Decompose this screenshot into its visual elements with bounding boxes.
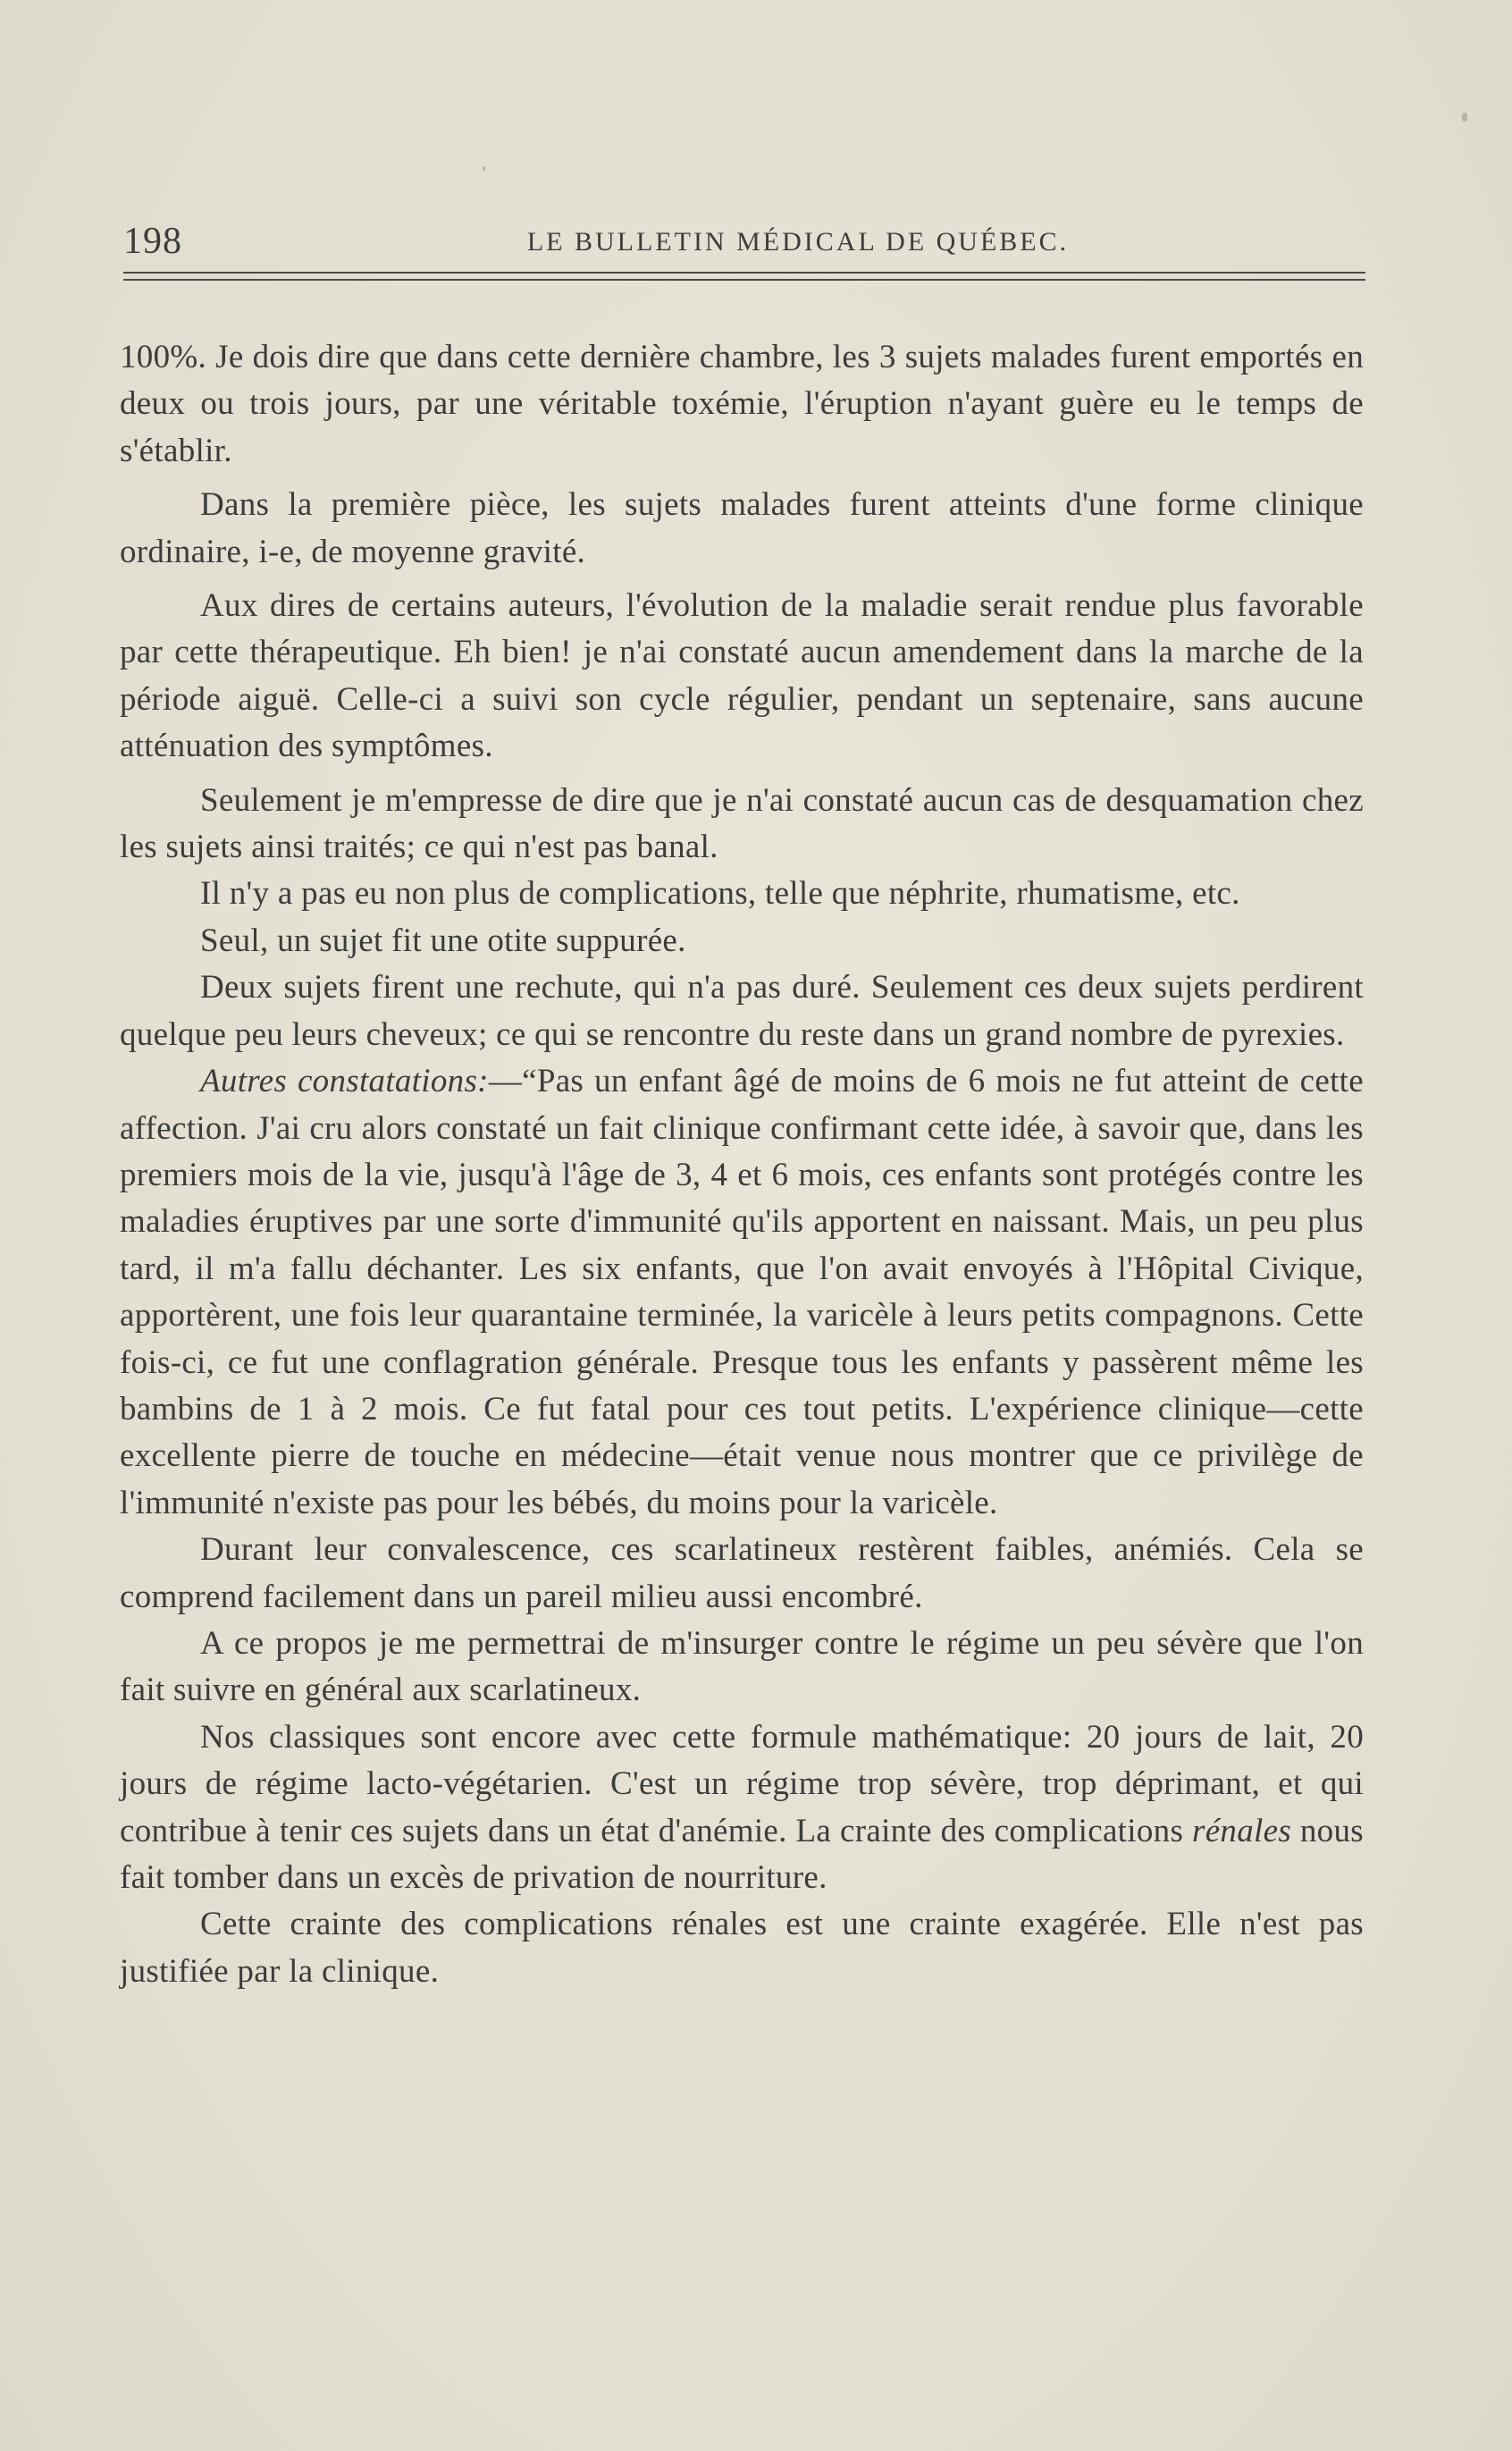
paragraph: 100%. Je dois dire que dans cette dernière chambre, les 3 sujets malades furent emportés en deux ou trois jours, par une véritable toxémie, l'éruption n'ayant guère eu le temps de s'établir.: [120, 339, 1364, 469]
paper-speck: [483, 166, 485, 171]
paragraph: [120, 1714, 1364, 1902]
paragraph-text: Nos classiques sont encore avec cette formule mathématique: 20 jours de lait, 20 jours de régime lacto-végétarien. C'est un régime trop sévère, trop déprimant, et qui contribue à tenir ces sujets dans un état d'anémie. La crainte des complications: [120, 1718, 1364, 1849]
italic-lead: Autres constatations:: [200, 1063, 489, 1100]
paragraph-text: nous fait tomber dans un excès de privation de nourriture.: [120, 1812, 1364, 1896]
paragraph: Seul, un sujet fit une otite suppurée.: [200, 922, 686, 959]
header-rule-bottom: [123, 279, 1365, 281]
paragraph: A ce propos je me permettrai de m'insurger contre le régime un peu sévère que l'on fait suivre en général aux scarlatineux.: [120, 1624, 1364, 1709]
page-number: 198: [123, 221, 182, 262]
paragraph: Durant leur convalescence, ces scarlatineux restèrent faibles, anémiés. Cela se comprend facilement dans un pareil milieu aussi encombré.: [120, 1531, 1364, 1615]
paragraph: Dans la première pièce, les sujets malades furent atteints d'une forme clinique ordinaire, i-e, de moyenne gravité.: [120, 486, 1364, 570]
italic-word: rénales: [1192, 1812, 1292, 1849]
page-header: [123, 215, 1365, 268]
paragraph: Seulement je m'empresse de dire que je n'ai constaté aucun cas de desquamation chez les sujets ainsi traités; ce qui n'est pas banal.: [120, 781, 1364, 866]
paragraph-text: —“Pas un enfant âgé de moins de 6 mois ne fut atteint de cette affection. J'ai cru alors constaté un fait clinique confirmant cette idée, à savoir que, dans les premiers mois de la vie, jusqu'à l'âge de 3, 4 et 6 mois, ces enfants sont protégés contre les maladies éruptives par une sorte d'immunité qu'ils apportent en naissant. Mais, un peu plus tard, il m'a fallu déchanter. Les six enfants, que l'on avait envoyés à l'Hôpital Civique, apportèrent, une fois leur quarantaine terminée, la varicèle à leurs petits compagnons. Cette fois-ci, ce fut une conflagration générale. Presque tous les enfants y passèrent même les bambins de 1 à 2 mois. Ce fut fatal pour ces tout petits. L'expérience clinique—cette excellente pierre de touche en médecine—était venue nous montrer que ce privilège de l'immunité n'existe pas pour les bébés, du moins pour la varicèle.: [120, 1063, 1364, 1521]
paragraph: Il n'y a pas eu non plus de complications, telle que néphrite, rhumatisme, etc.: [200, 875, 1240, 913]
running-title: LE BULLETIN MÉDICAL DE QUÉBEC.: [526, 227, 1070, 257]
article-body: [120, 334, 1364, 1995]
header-rule-top: [123, 272, 1365, 274]
paper-speck: [1462, 113, 1467, 122]
paragraph: Aux dires de certains auteurs, l'évolution de la maladie serait rendue plus favorable par cette thérapeutique. Eh bien! je n'ai constaté aucun amendement dans la marche de la période aiguë. Celle-ci a suivi son cycle régulier, pendant un septenaire, sans aucune atténuation des symptômes.: [120, 587, 1364, 765]
paragraph: Deux sujets firent une rechute, qui n'a pas duré. Seulement ces deux sujets perdirent quelque peu leurs cheveux; ce qui se rencontre du reste dans un grand nombre de pyrexies.: [120, 969, 1364, 1053]
paragraph: Cette crainte des complications rénales est une crainte exagérée. Elle n'est pas justifiée par la clinique.: [120, 1906, 1364, 1990]
paragraph: [120, 1058, 1364, 1527]
